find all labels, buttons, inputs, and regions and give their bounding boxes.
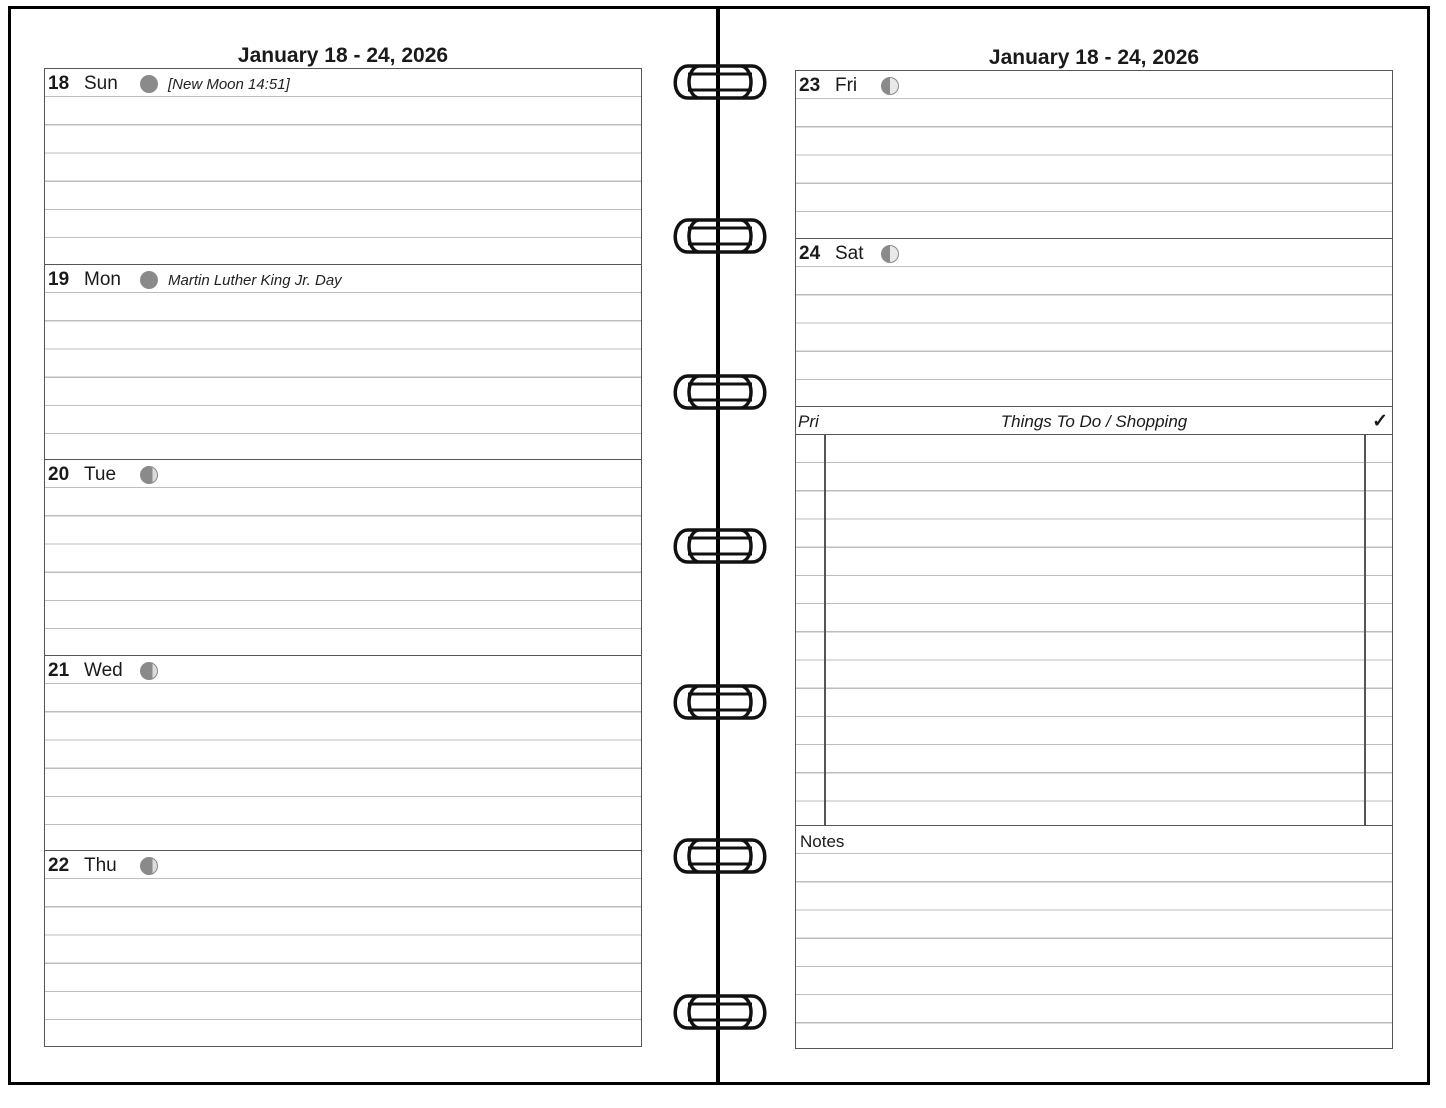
day-number: 22: [48, 855, 70, 876]
full-moon-icon: [140, 271, 158, 289]
day-header: [799, 243, 909, 265]
waning-gibbous-moon-icon: [140, 662, 158, 680]
todo-header: [796, 407, 1392, 435]
day-name: Mon: [84, 269, 121, 290]
notes-area[interactable]: [796, 826, 1392, 1048]
day-block-18[interactable]: [45, 69, 641, 265]
day-name: Sat: [835, 243, 864, 264]
waning-gibbous-moon-icon: [140, 857, 158, 875]
waning-gibbous-moon-icon: [140, 466, 158, 484]
day-block-19[interactable]: [45, 265, 641, 460]
left-page-days: [44, 68, 642, 1047]
day-name: Fri: [835, 75, 858, 96]
check-column-divider: [1364, 435, 1366, 825]
day-header: [48, 855, 168, 877]
day-name: Tue: [84, 464, 117, 485]
last-quarter-moon-icon: [881, 77, 899, 95]
day-name: Wed: [84, 660, 123, 681]
priority-column-divider: [824, 435, 826, 825]
day-header: [799, 75, 909, 97]
day-header: [48, 73, 290, 95]
day-header: [48, 269, 342, 291]
day-block-21[interactable]: [45, 656, 641, 851]
day-number: 21: [48, 660, 70, 681]
right-page-content: [795, 70, 1393, 1049]
day-number: 23: [799, 75, 821, 96]
day-block-24[interactable]: [796, 239, 1392, 407]
day-number: 24: [799, 243, 821, 264]
day-header: [48, 464, 168, 486]
day-event: Martin Luther King Jr. Day: [168, 271, 342, 289]
day-header: [48, 660, 168, 682]
right-page-title: January 18 - 24, 2026: [988, 46, 1200, 69]
day-number: 20: [48, 464, 70, 485]
binder-ring-icon: [668, 372, 772, 412]
day-number: 19: [48, 269, 70, 290]
binder-ring-icon: [668, 62, 772, 102]
binder-ring-icon: [668, 682, 772, 722]
todo-title: Things To Do / Shopping: [1000, 412, 1188, 431]
last-quarter-moon-icon: [881, 245, 899, 263]
checkmark-icon: ✓: [1372, 411, 1388, 432]
day-block-23[interactable]: [796, 71, 1392, 239]
day-block-20[interactable]: [45, 460, 641, 656]
binder-ring-icon: [668, 216, 772, 256]
day-event: [New Moon 14:51]: [168, 75, 290, 93]
day-block-22[interactable]: [45, 851, 641, 1045]
todo-list-area[interactable]: [796, 435, 1392, 826]
binder-ring-icon: [668, 526, 772, 566]
day-number: 18: [48, 73, 70, 94]
day-name: Thu: [84, 855, 117, 876]
binder-ring-icon: [668, 992, 772, 1032]
full-moon-icon: [140, 75, 158, 93]
left-page-title: January 18 - 24, 2026: [237, 44, 449, 67]
binder-ring-icon: [668, 836, 772, 876]
day-name: Sun: [84, 73, 118, 94]
notes-label: Notes: [800, 832, 845, 851]
priority-column-label: Pri: [798, 412, 819, 431]
